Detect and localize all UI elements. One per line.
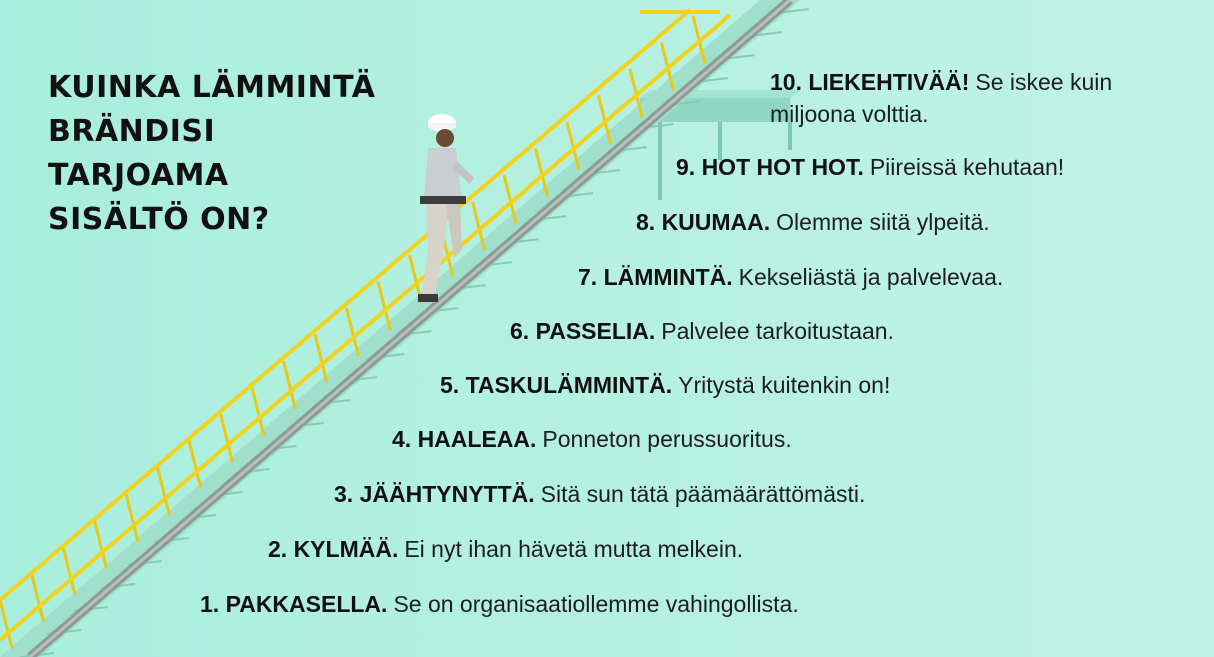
railing-post [284,361,296,409]
step-description: Yritystä kuitenkin on! [678,372,891,398]
step-description-continued: miljoona volttia. [770,101,929,127]
railing-post [347,308,359,356]
step-8 [636,209,990,236]
main-title: KUINKA LÄMMINTÄ BRÄNDISI TARJOAMA SISÄLTÖ ON? [48,70,376,237]
step-2 [268,536,743,563]
railing-post [63,547,75,595]
railing-post [126,494,138,542]
railing-post [221,414,233,462]
railing-post [252,388,264,436]
step-6 [510,318,894,345]
step-3 [334,481,865,508]
step-description: Ei nyt ihan hävetä mutta melkein. [404,536,744,562]
step-description: Sitä sun tätä päämäärättömästi. [540,481,866,507]
railing-post [189,441,201,489]
step-label: 5. TASKULÄMMINTÄ. [440,372,673,398]
step-1 [200,591,799,618]
step-description: Kekseliästä ja palvelevaa. [738,264,1004,290]
step-description: Se on organisaatiollemme vahingollista. [393,591,799,617]
step-5 [440,372,890,399]
step-4 [392,426,792,453]
step-label: 3. JÄÄHTYNYTTÄ. [334,481,535,507]
step-10 [770,66,1112,130]
step-label: 4. HAALEAA. [392,426,537,452]
step-label: 8. KUUMAA. [636,209,771,235]
step-description: Ponneton perussuoritus. [542,426,792,452]
step-label: 6. PASSELIA. [510,318,656,344]
step-description: Palvelee tarkoitustaan. [661,318,894,344]
railing-post [32,573,44,621]
step-7 [578,264,1003,291]
railing-post [315,335,327,383]
step-label: 10. LIEKEHTIVÄÄ! [770,69,970,95]
railing-post [158,467,170,515]
step-9 [676,154,1064,181]
step-label: 7. LÄMMINTÄ. [578,264,733,290]
step-label: 2. KYLMÄÄ. [268,536,399,562]
step-description: Piireissä kehutaan! [869,154,1065,180]
step-description: Se iskee kuin [975,69,1113,95]
step-label: 9. HOT HOT HOT. [676,154,864,180]
railing-post [95,520,107,568]
step-description: Olemme siitä ylpeitä. [776,209,990,235]
step-label: 1. PAKKASELLA. [200,591,388,617]
